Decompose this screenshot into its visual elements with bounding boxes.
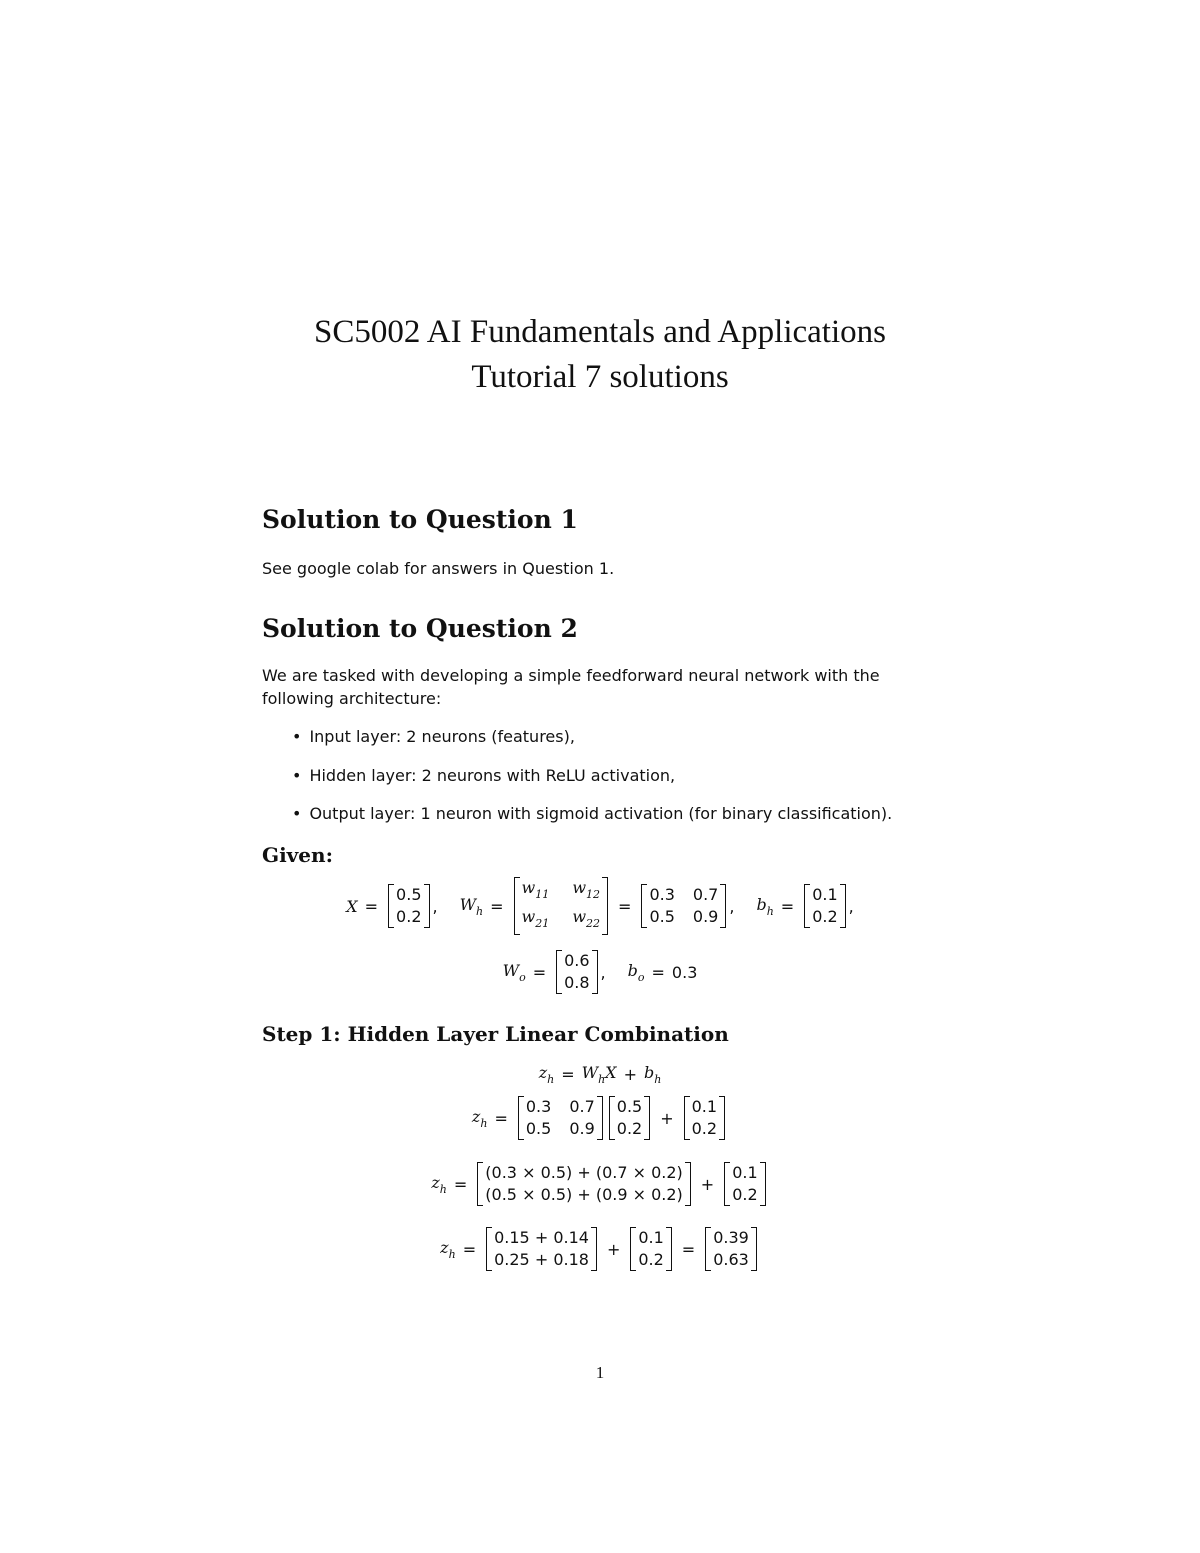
bullet-output-layer: • Output layer: 1 neuron with sigmoid activation (for binary classification).: [292, 804, 893, 823]
matrix-bh: 0.1 0.2: [630, 1227, 671, 1271]
step1-equation-result: $z_h$ = 0.15 + 0.14 0.25 + 0.18 + 0.1 0.2 = 0.39 0.63: [0, 1223, 1200, 1275]
matrix-Wh: 0.3 0.7 0.5 0.9: [641, 884, 726, 928]
symbol-Wo: $W_o$: [502, 960, 526, 984]
matrix-bh: 0.1 0.2: [724, 1162, 765, 1206]
matrix-sums: 0.15 + 0.14 0.25 + 0.18: [486, 1227, 597, 1271]
document-title: SC5002 AI Fundamentals and Applications: [314, 314, 886, 350]
symbol-Wh: $W_h$: [459, 894, 484, 918]
heading-question-2: Solution to Question 2: [262, 614, 578, 643]
bullet-text: Input layer: 2 neurons (features),: [309, 727, 575, 746]
step1-equation-definition: $z_h$ = $W_hX$ + $b_h$: [538, 1062, 662, 1086]
symbol-X: X: [346, 896, 358, 916]
matrix-Wh-symbolic: $w_{11}$ $w_{12}$ $w_{21}$ $w_{22}$: [514, 877, 609, 935]
step1-equation-products: $z_h$ = (0.3 × 0.5) + (0.7 × 0.2) (0.5 × 0.5) + (0.9 × 0.2) + 0.1 0.2: [0, 1158, 1200, 1210]
matrix-bh: 0.1 0.2: [684, 1096, 725, 1140]
bullet-input-layer: • Input layer: 2 neurons (features),: [292, 727, 575, 746]
bullet-hidden-layer: • Hidden layer: 2 neurons with ReLU activation,: [292, 766, 676, 785]
matrix-zh-result: 0.39 0.63: [705, 1227, 757, 1271]
matrix-X: 0.5 0.2: [388, 884, 429, 928]
document-subtitle: Tutorial 7 solutions: [471, 359, 729, 395]
heading-question-1: Solution to Question 1: [262, 505, 578, 534]
matrix-bh: 0.1 0.2: [804, 884, 845, 928]
heading-step-1: Step 1: Hidden Layer Linear Combination: [262, 1022, 729, 1046]
given-equation-row-1: X = 0.5 0.2 , $W_h$ = $w_{11}$ $w_{12}$ $w_{21}$ $w_{22}$ = 0.3 0.7 0.5 0.9 , $b_h$ = 0.1 0.2 ,: [0, 880, 1200, 932]
bullet-text: Hidden layer: 2 neurons with ReLU activation,: [309, 766, 676, 785]
step1-equation-matrices: $z_h$ = 0.3 0.7 0.5 0.9 0.5 0.2 + 0.1 0.2: [0, 1092, 1200, 1144]
symbol-bh: $b_h$: [756, 894, 774, 918]
matrix-Wo: 0.6 0.8: [556, 950, 597, 994]
given-label: Given:: [262, 843, 333, 867]
matrix-products: (0.3 × 0.5) + (0.7 × 0.2) (0.5 × 0.5) + (0.9 × 0.2): [477, 1162, 690, 1206]
question-2-intro: We are tasked with developing a simple feedforward neural network with the following architecture:: [262, 666, 880, 708]
matrix-Wh: 0.3 0.7 0.5 0.9: [518, 1096, 603, 1140]
bullet-text: Output layer: 1 neuron with sigmoid activation (for binary classification).: [309, 804, 893, 823]
matrix-X: 0.5 0.2: [609, 1096, 650, 1140]
question-1-text: See google colab for answers in Question 1.: [262, 559, 615, 578]
value-bo: 0.3: [671, 962, 698, 982]
page-number: 1: [595, 1363, 605, 1382]
given-equation-row-2: $W_o$ = 0.6 0.8 , $b_o$ = 0.3: [502, 951, 698, 992]
symbol-bo: $b_o$: [627, 960, 645, 984]
